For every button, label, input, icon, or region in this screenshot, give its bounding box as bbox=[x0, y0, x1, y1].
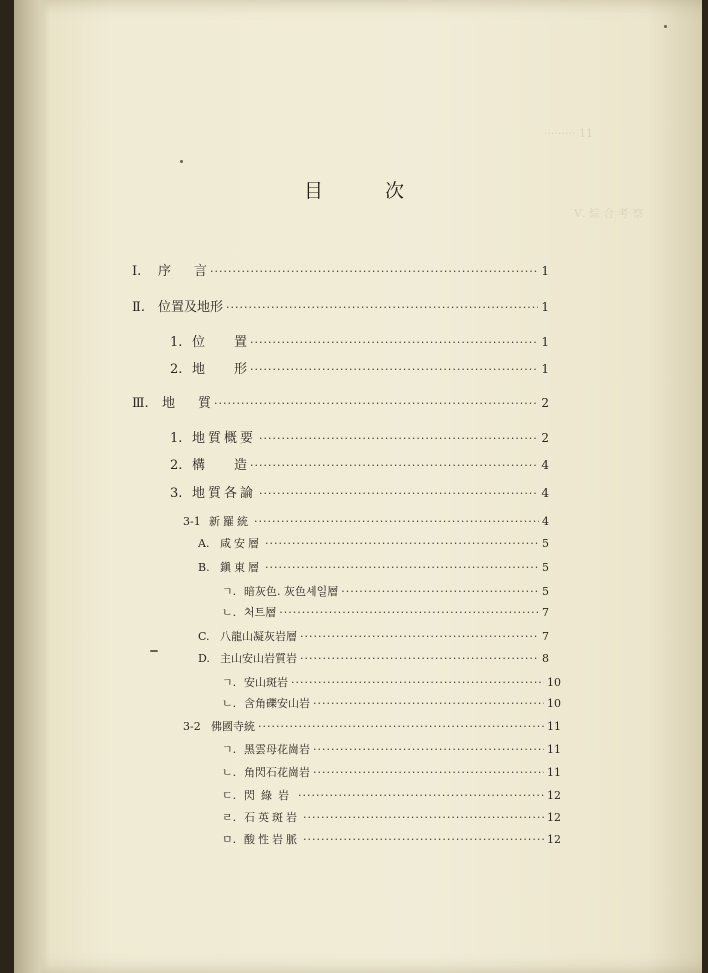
paper-speck bbox=[180, 160, 183, 163]
toc-entry: ㄱ. 黑雲母花崗岩 ····· 11 bbox=[222, 741, 561, 757]
toc-entry: 1. 位 置 ····· 1 bbox=[170, 331, 549, 350]
book-spine-shadow bbox=[14, 0, 50, 973]
page-title: 目 次 bbox=[304, 180, 406, 202]
toc-entry: Ⅰ. 序 言 ····· 1 bbox=[132, 260, 549, 279]
toc-entry: ㄷ. 閃綠岩 ····· 12 bbox=[222, 787, 561, 803]
toc-entry: ㅁ. 酸性岩脈 ····· 12 bbox=[222, 831, 561, 847]
toc-entry: ㄱ. 安山斑岩 ····· 10 bbox=[222, 674, 561, 690]
toc-entry: Ⅱ. 位置及地形 ····· 1 bbox=[132, 296, 549, 315]
toc-entry: 2. 地 形 ····· 1 bbox=[170, 358, 549, 377]
toc-entry: 3-1 新羅統 ····· 4 bbox=[183, 513, 549, 529]
paper-speck bbox=[150, 650, 158, 652]
toc-entry: ㄱ. 暗灰色. 灰色셰일層 ····· 5 bbox=[222, 583, 549, 599]
toc-entry: B. 鎭東層 ····· 5 bbox=[198, 559, 549, 575]
bleed-through: ········· 11 bbox=[544, 127, 593, 140]
toc-entry: ㄴ. 含角礫安山岩 ····· 10 bbox=[222, 695, 561, 711]
toc-entry: Ⅲ. 地 質 ····· 2 bbox=[132, 392, 549, 411]
toc-entry: A. 咸安層 ····· 5 bbox=[198, 535, 549, 551]
bleed-through: Ⅴ. 綜 合 考 察 bbox=[574, 207, 644, 220]
toc-entry: ㄹ. 石英斑岩 ····· 12 bbox=[222, 809, 561, 825]
paper-speck bbox=[664, 25, 667, 28]
document-page bbox=[14, 0, 702, 973]
toc-entry: C. 八龍山凝灰岩層 ····· 7 bbox=[198, 628, 549, 644]
toc-entry: 2. 構 造 ····· 4 bbox=[170, 454, 549, 473]
toc-entry: 3-2 佛國寺統 ····· 11 bbox=[183, 718, 561, 734]
toc-entry: 3. 地質各論 ····· 4 bbox=[170, 482, 549, 501]
toc-entry: ㄴ. 角閃石花崗岩 ····· 11 bbox=[222, 764, 561, 780]
toc-entry: D. 主山安山岩質岩 ····· 8 bbox=[198, 650, 549, 666]
toc-entry: ㄴ. 처트層 ····· 7 bbox=[222, 604, 549, 620]
toc-entry: 1. 地質概要 ····· 2 bbox=[170, 427, 549, 446]
